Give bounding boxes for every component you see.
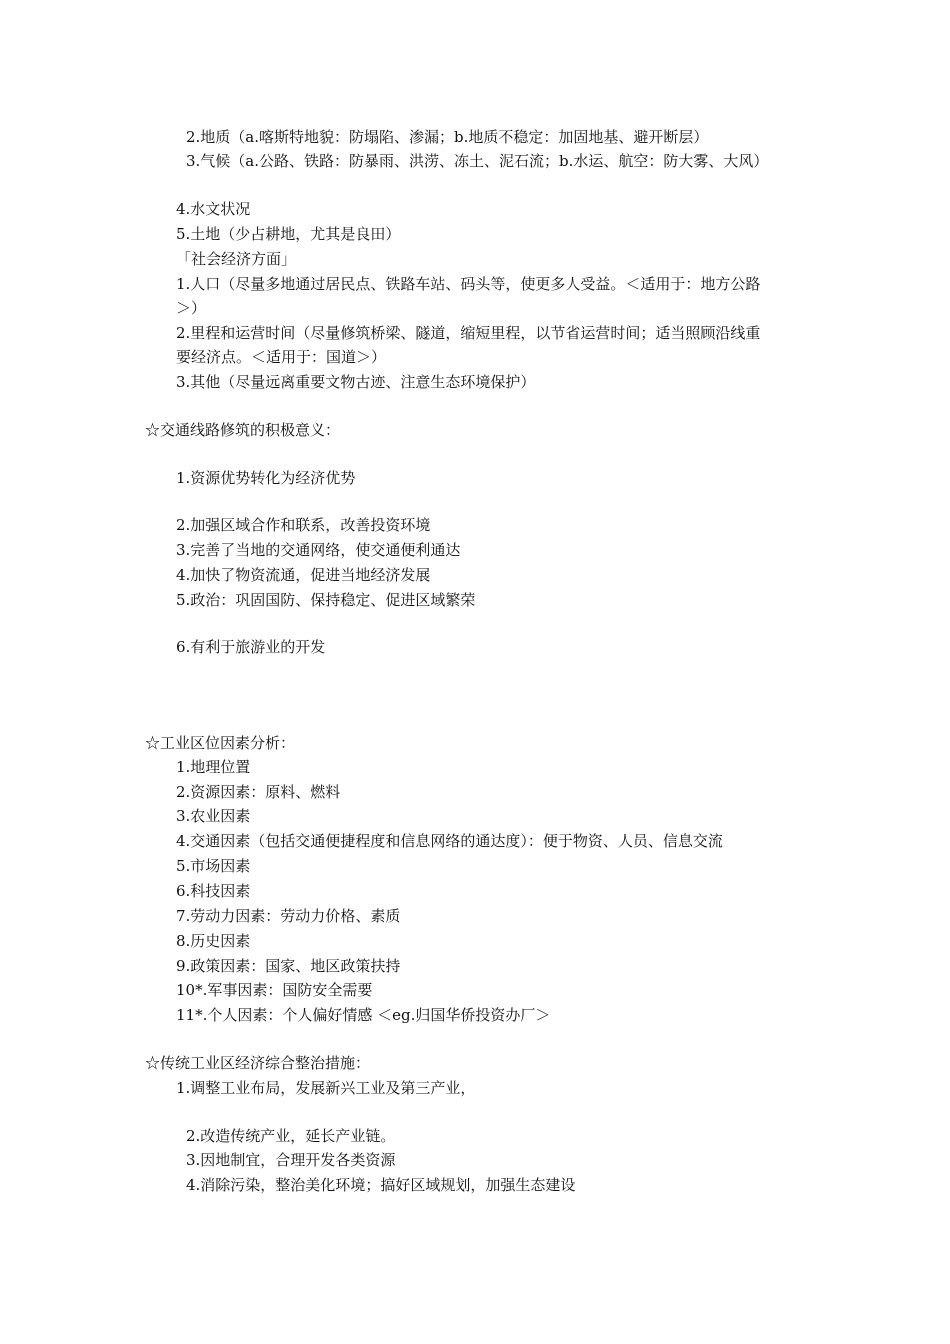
- mileage-line-continued: 要经济点。＜适用于：国道＞）: [176, 348, 387, 366]
- terrain-climate-line: 3.气候（a.公路、铁路：防暴雨、洪涝、冻土、泥石流；b.水运、航空：防大雾、大风）: [186, 152, 769, 170]
- transport-item: 3.完善了当地的交通网络，使交通便利通达: [176, 541, 461, 559]
- transport-item: 5.政治：巩固国防、保持稳定、促进区域繁荣: [176, 591, 476, 609]
- industry-section-title: ☆工业区位因素分析：: [145, 734, 296, 752]
- industry-item: 3.农业因素: [176, 807, 251, 825]
- other-line: 3.其他（尽量远离重要文物古迹、注意生态环境保护）: [176, 373, 536, 391]
- industry-item: 10*.军事因素：国防安全需要: [176, 981, 373, 999]
- industry-item: 9.政策因素：国家、地区政策扶持: [176, 957, 401, 975]
- population-line-continued: ＞）: [176, 299, 207, 317]
- industry-item: 11*.个人因素：个人偏好情感 ＜eg.归国华侨投资办厂＞: [176, 1006, 551, 1024]
- traditional-item: 4.消除污染，整治美化环境；搞好区域规划，加强生态建设: [186, 1176, 576, 1194]
- transport-item: 6.有利于旅游业的开发: [176, 638, 326, 656]
- industry-item: 5.市场因素: [176, 857, 251, 875]
- land-line: 5.土地（少占耕地，尤其是良田）: [176, 225, 401, 243]
- population-line: 1.人口（尽量多地通过居民点、铁路车站、码头等，使更多人受益。＜适用于：地方公路: [176, 275, 761, 293]
- industry-item: 2.资源因素：原料、燃料: [176, 783, 341, 801]
- mileage-line: 2.里程和运营时间（尽量修筑桥梁、隧道，缩短里程，以节省运营时间；适当照顾沿线重: [176, 324, 761, 342]
- traditional-item: 3.因地制宜，合理开发各类资源: [186, 1151, 396, 1169]
- industry-item: 6.科技因素: [176, 882, 251, 900]
- social-economic-header: 「社会经济方面」: [176, 250, 297, 268]
- industry-item: 7.劳动力因素：劳动力价格、素质: [176, 907, 401, 925]
- transport-section-title: ☆交通线路修筑的积极意义：: [145, 421, 341, 439]
- terrain-geology-line: 2.地质（a.喀斯特地貌：防塌陷、渗漏；b.地质不稳定：加固地基、避开断层）: [186, 128, 709, 146]
- traditional-section-title: ☆传统工业区经济综合整治措施：: [145, 1054, 371, 1072]
- industry-item: 8.历史因素: [176, 932, 251, 950]
- transport-item: 2.加强区域合作和联系，改善投资环境: [176, 516, 431, 534]
- industry-item: 1.地理位置: [176, 758, 251, 776]
- industry-item: 4.交通因素（包括交通便捷程度和信息网络的通达度）：便于物资、人员、信息交流: [176, 832, 723, 850]
- traditional-item: 2.改造传统产业，延长产业链。: [186, 1127, 396, 1145]
- transport-item: 1.资源优势转化为经济优势: [176, 469, 356, 487]
- hydrology-line: 4.水文状况: [176, 200, 251, 218]
- transport-item: 4.加快了物资流通，促进当地经济发展: [176, 566, 431, 584]
- traditional-item: 1.调整工业布局，发展新兴工业及第三产业，: [176, 1079, 476, 1097]
